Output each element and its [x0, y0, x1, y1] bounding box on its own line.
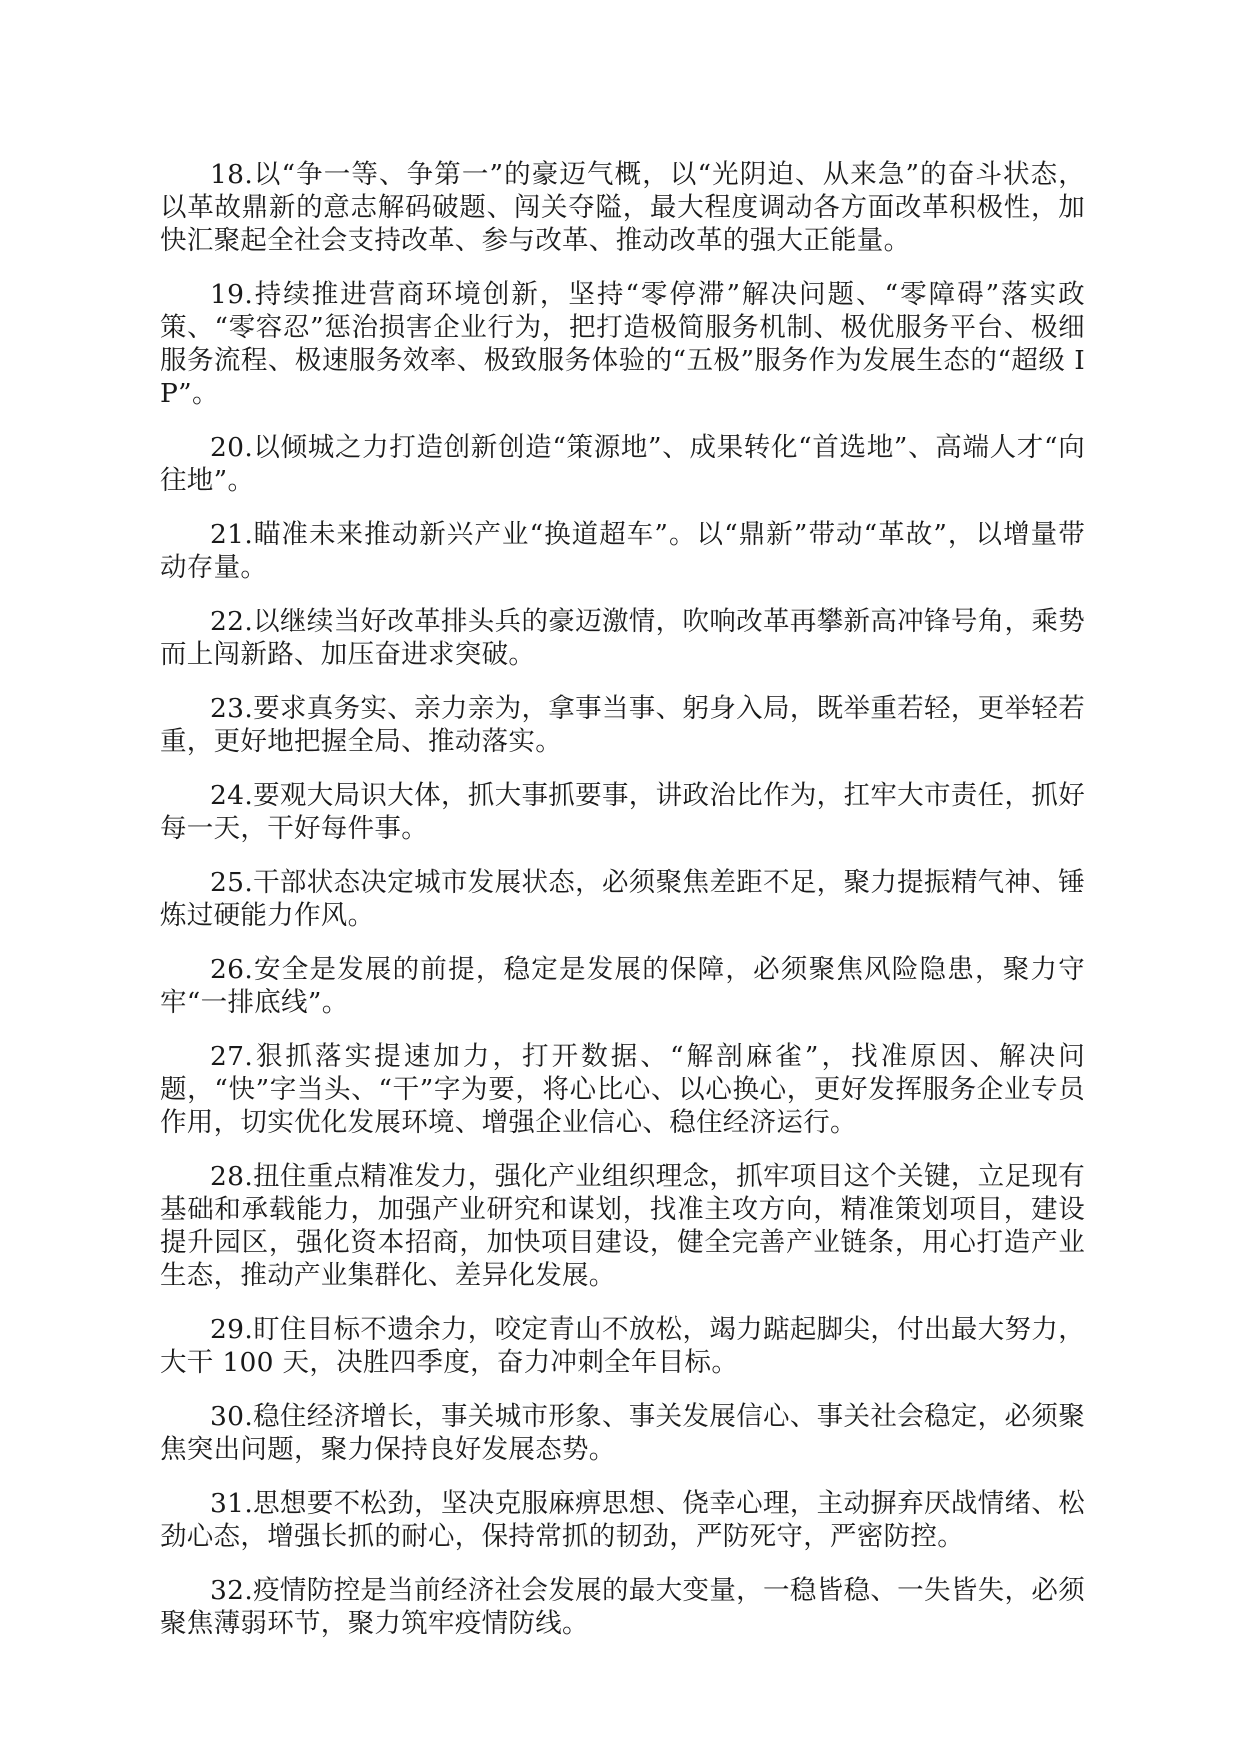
- paragraph-24: 24.要观大局识大体，抓大事抓要事，讲政治比作为，扛牢大市责任，抓好每一天，干好每件事。: [160, 780, 1085, 844]
- paragraph-28: 28.扭住重点精准发力，强化产业组织理念，抓牢项目这个关键，立足现有基础和承载能力，加强产业研究和谋划，找准主攻方向，精准策划项目，建设提升园区，强化资本招商，加快项目建设，健全完善产业链条，用心打造产业生态，推动产业集群化、差异化发展。: [160, 1161, 1085, 1291]
- paragraph-27: 27.狠抓落实提速加力，打开数据、“解剖麻雀”，找准原因、解决问题，“快”字当头、“干”字为要，将心比心、以心换心，更好发挥服务企业专员作用，切实优化发展环境、增强企业信心、稳住经济运行。: [160, 1041, 1085, 1138]
- document-page: [160, 158, 1085, 1661]
- paragraph-26: 26.安全是发展的前提，稳定是发展的保障，必须聚焦风险隐患，聚力守牢“一排底线”。: [160, 954, 1085, 1018]
- paragraph-29: 29.盯住目标不遗余力，咬定青山不放松，竭力踮起脚尖，付出最大努力，大干 100 天，决胜四季度，奋力冲刺全年目标。: [160, 1314, 1085, 1378]
- paragraph-22: 22.以继续当好改革排头兵的豪迈激情，吹响改革再攀新高冲锋号角，乘势而上闯新路、加压奋进求突破。: [160, 606, 1085, 670]
- paragraph-25: 25.干部状态决定城市发展状态，必须聚焦差距不足，聚力提振精气神、锤炼过硬能力作风。: [160, 867, 1085, 931]
- paragraph-18: 18.以“争一等、争第一”的豪迈气概，以“光阴迫、从来急”的奋斗状态，以革故鼎新的意志解码破题、闯关夺隘，最大程度调动各方面改革积极性，加快汇聚起全社会支持改革、参与改革、推动改革的强大正能量。: [160, 159, 1085, 256]
- paragraph-21: 21.瞄准未来推动新兴产业“换道超车”。以“鼎新”带动“革故”，以增量带动存量。: [160, 519, 1085, 583]
- paragraph-23: 23.要求真务实、亲力亲为，拿事当事、躬身入局，既举重若轻，更举轻若重，更好地把握全局、推动落实。: [160, 693, 1085, 757]
- paragraph-19: 19.持续推进营商环境创新，坚持“零停滞”解决问题、“零障碍”落实政策、“零容忍”惩治损害企业行为，把打造极简服务机制、极优服务平台、极细服务流程、极速服务效率、极致服务体验的“五极”服务作为发展生态的“超级 IP”。: [160, 279, 1085, 409]
- paragraph-20: 20.以倾城之力打造创新创造“策源地”、成果转化“首选地”、高端人才“向往地”。: [160, 432, 1085, 496]
- paragraph-32: 32.疫情防控是当前经济社会发展的最大变量，一稳皆稳、一失皆失，必须聚焦薄弱环节，聚力筑牢疫情防线。: [160, 1575, 1085, 1639]
- paragraph-30: 30.稳住经济增长，事关城市形象、事关发展信心、事关社会稳定，必须聚焦突出问题，聚力保持良好发展态势。: [160, 1401, 1085, 1465]
- paragraph-31: 31.思想要不松劲，坚决克服麻痹思想、侥幸心理，主动摒弃厌战情绪、松劲心态，增强长抓的耐心，保持常抓的韧劲，严防死守，严密防控。: [160, 1488, 1085, 1552]
